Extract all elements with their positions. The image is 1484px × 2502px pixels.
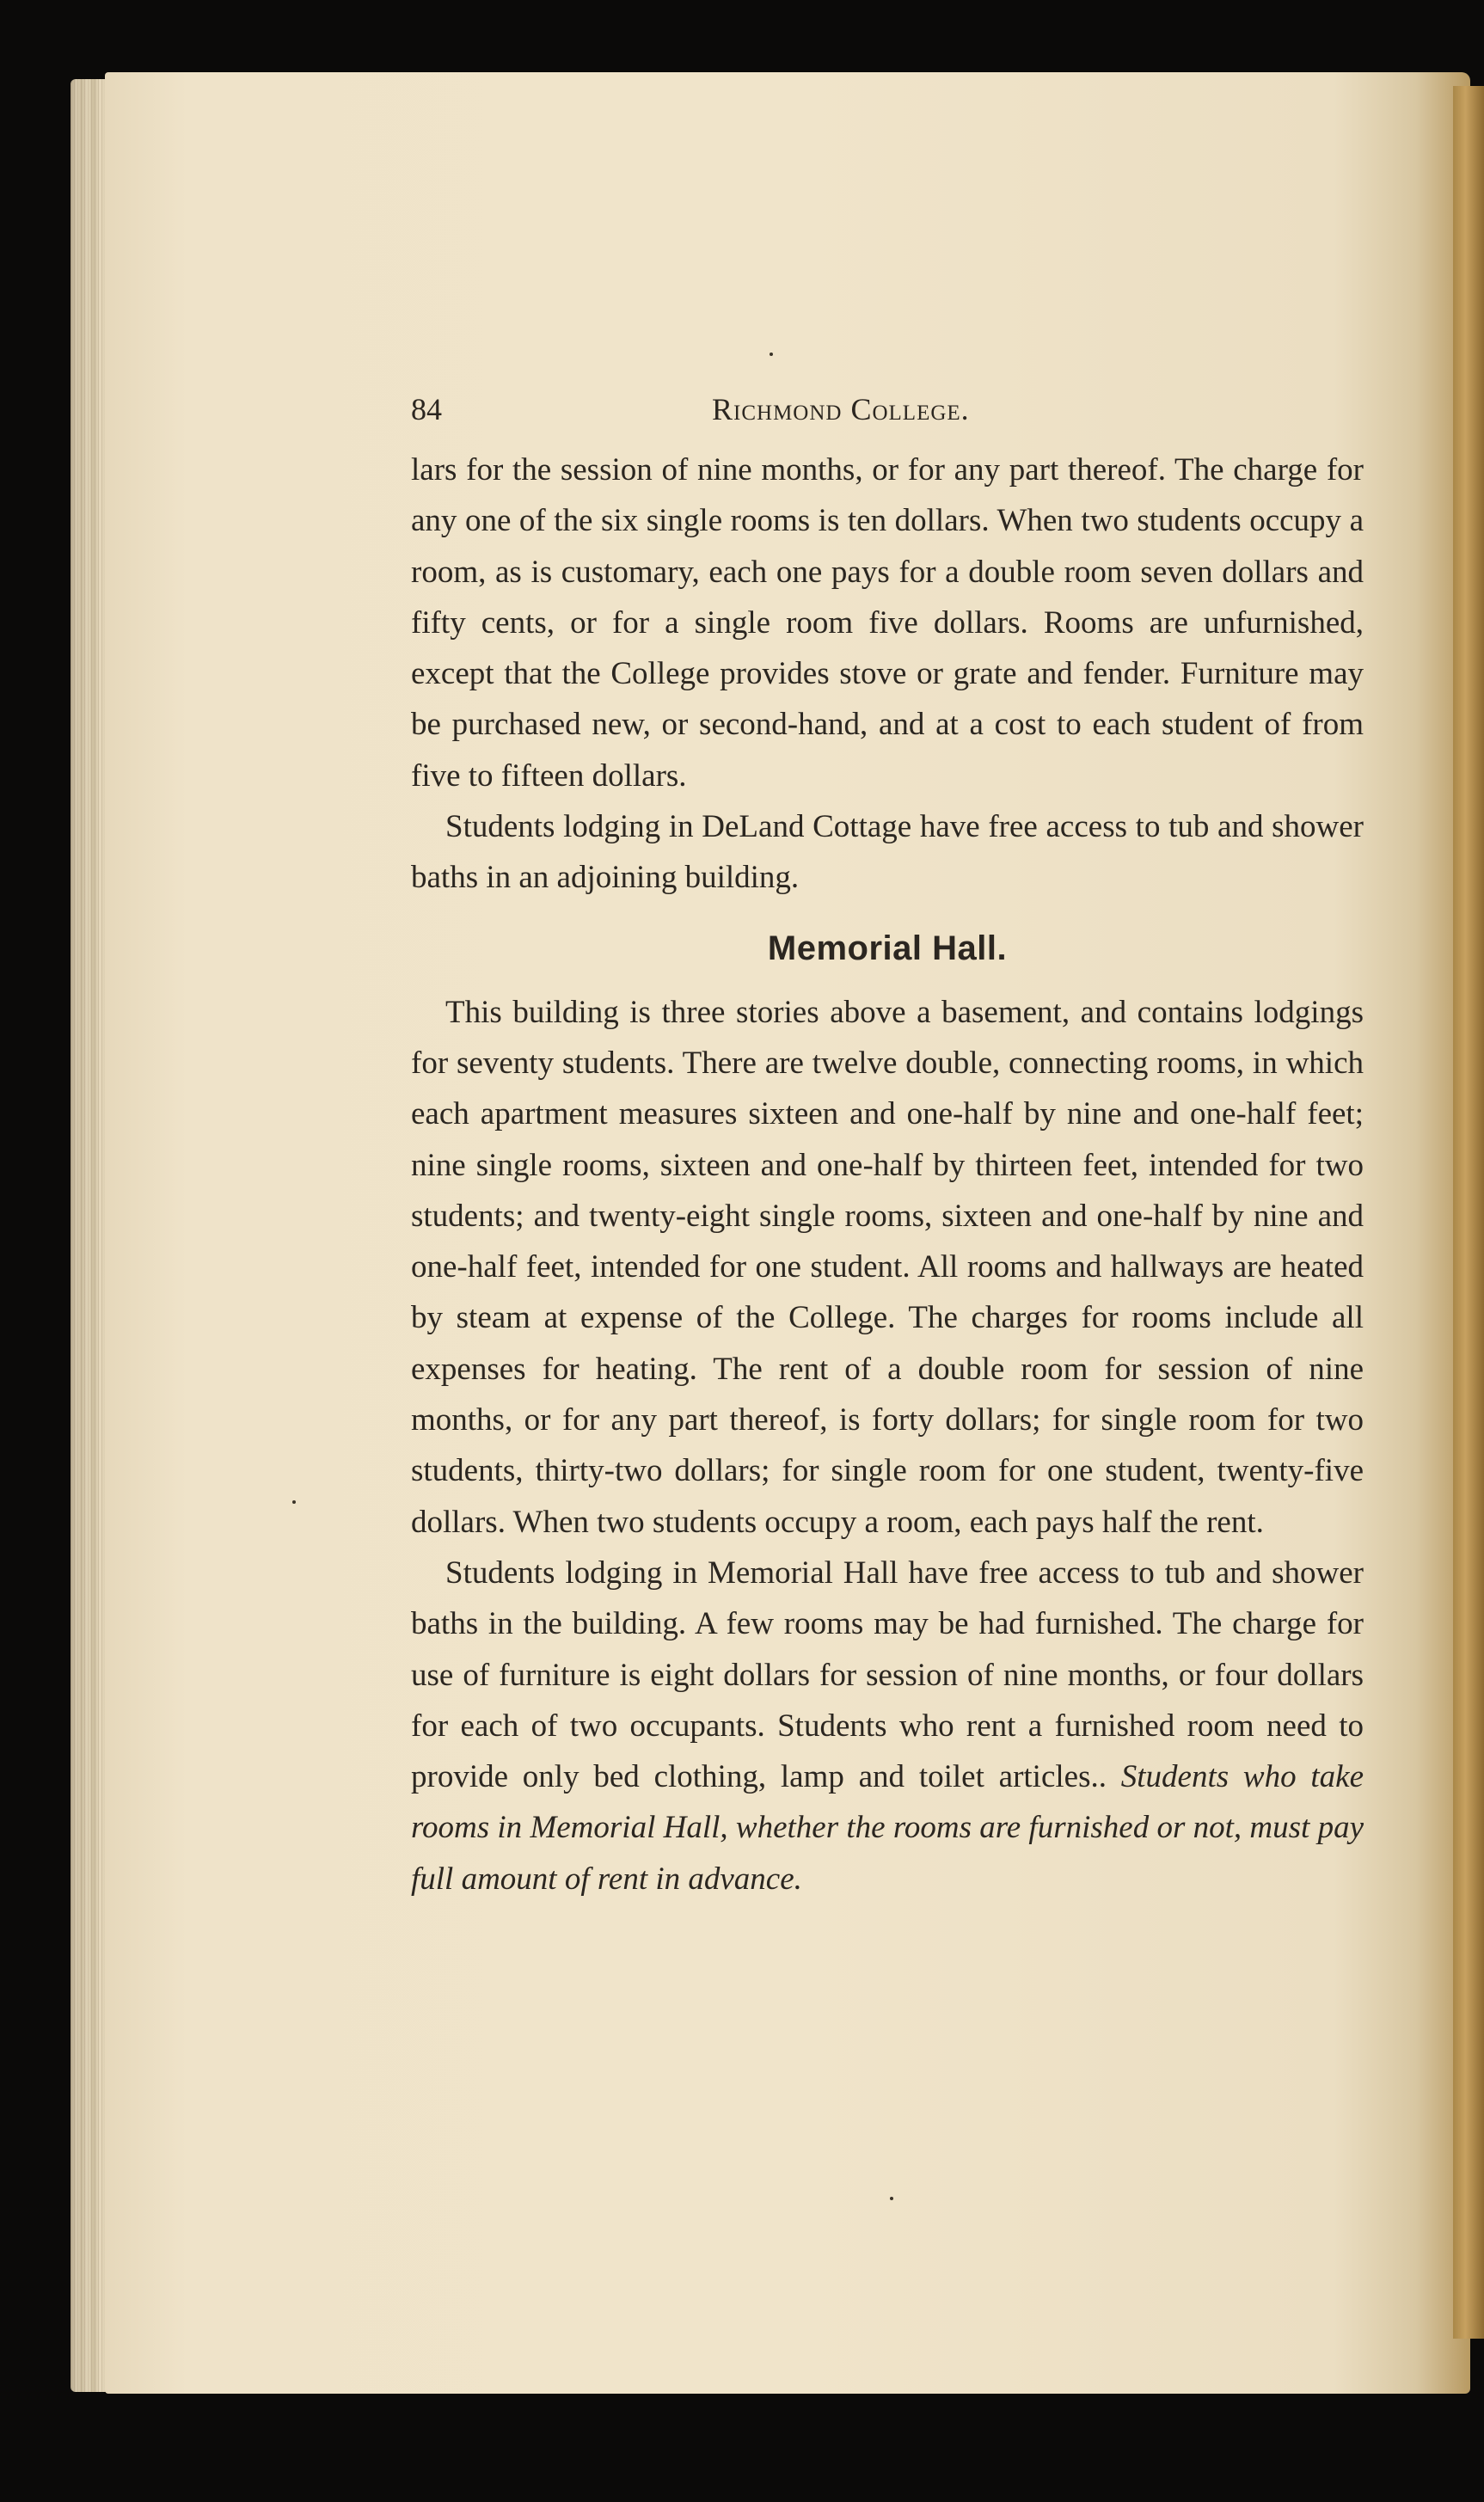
paragraph-memorial-hall-baths [411,1548,1364,1904]
paragraph-deland-baths: Students lodging in DeLand Cottage have free access to tub and shower baths in an adjoining building. [411,809,1364,896]
book-binding [1453,86,1484,2339]
running-head [411,391,1364,443]
paragraph-text: Students lodging in Memorial Hall have free access to tub and shower baths in the building. A few rooms may be had furnished. The charge for use of furniture is eight dollars for session of nine months, or four dollars for each of two occupants. Students who rent a furnished room need to provide only bed clothing, lamp and toilet articles.. [411,1555,1364,1795]
page-speck [890,2197,893,2200]
page-edge-lines [71,79,108,2392]
page-speck [292,1500,296,1504]
paragraph-continuation: lars for the session of nine months, or for any part thereof. The charge for any one of the six single rooms is ten dollars. When two students occupy a room, as is customary, each one pays for a double room seven dollars and fifty cents, or for a single room five dollars. Rooms are unfurnished, except that the College provides stove or grate and fender. Furniture may be purchased new, or second-hand, and at a cost to each student of from five to fifteen dollars. [411,452,1364,794]
page-speck [770,353,773,356]
paragraph-memorial-hall-rooms: This building is three stories above a basement, and contains lodgings for seventy students. There are twelve double, connecting rooms, in which each apartment measures sixteen and one-half by nine and one-half feet; nine single rooms, sixteen and one-half by thirteen feet, intended for two students; and twenty-eight single rooms, sixteen and one-half by nine and one-half feet, intended for one student. All rooms and hallways are heated by steam at expense of the College. The charges for rooms include all expenses for heating. The rent of a double room for session of nine months, or for any part thereof, is forty dollars; for single room for two students, thirty-two dollars; for single room for one student, twenty-five dollars. When two students occupy a room, each pays half the rent. [411,994,1364,1540]
paragraph-italic-note: Students who take rooms in Memorial Hall, whether the rooms are furnished or not, must pay full amount of rent in advance. [411,1759,1364,1897]
page-content [411,391,1364,1904]
page-number: 84 [411,392,442,426]
running-title: Richmond College. [712,392,970,426]
section-heading-memorial-hall: Memorial Hall. [767,929,1008,967]
